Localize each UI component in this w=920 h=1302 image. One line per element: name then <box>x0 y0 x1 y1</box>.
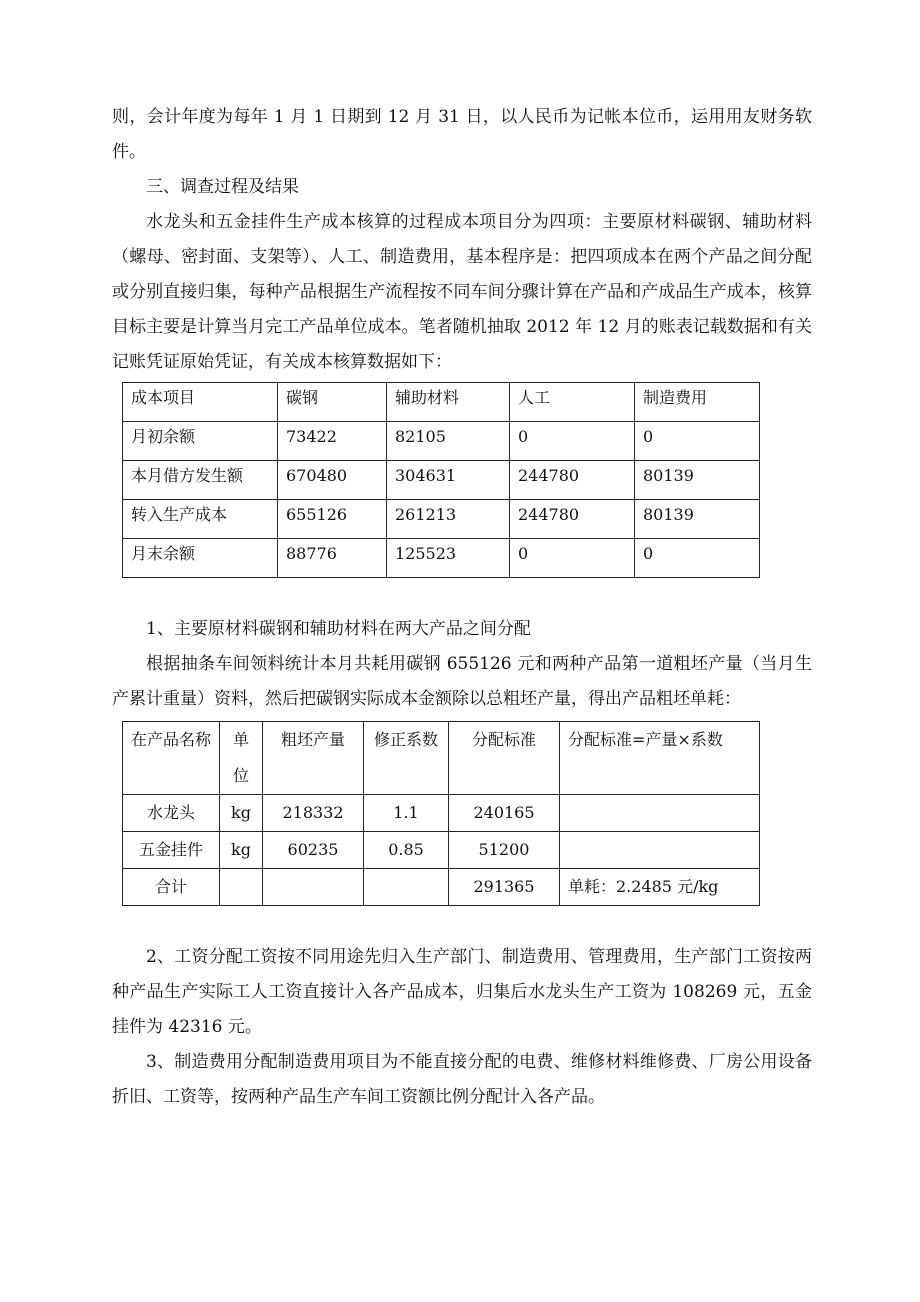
table-header-cell: 辅助材料 <box>387 383 510 422</box>
table-cell: 0 <box>635 422 760 461</box>
table-row <box>123 795 760 832</box>
table-row <box>123 461 760 500</box>
table-header-row <box>123 383 760 422</box>
table-cell: 60235 <box>263 832 364 869</box>
table-row <box>123 869 760 906</box>
table-cell: 73422 <box>278 422 387 461</box>
paragraph-accounting-period: 则，会计年度为每年 1 月 1 日期到 12 月 31 日，以人民币为记帐本位币，运用用友财务软件。 <box>112 107 812 162</box>
table-header-cell: 人工 <box>510 383 635 422</box>
table-cell: 转入生产成本 <box>123 500 278 539</box>
table-cell: 291365 <box>449 869 560 906</box>
allocation-table <box>122 721 760 906</box>
table-row <box>123 539 760 578</box>
table-cell: 月末余额 <box>123 539 278 578</box>
paragraph-steel-consumption: 根据抽条车间领料统计本月共耗用碳钢 655126 元和两种产品第一道粗坯产量（当月生产累计重量）资料，然后把碳钢实际成本金额除以总粗坯产量，得出产品粗坯单耗： <box>112 654 812 709</box>
table-cell <box>560 832 760 869</box>
paragraph-overhead-allocation: 3、制造费用分配制造费用项目为不能直接分配的电费、维修材料维修费、厂房公用设备折旧、工资等，按两种产品生产车间工资额比例分配计入各产品。 <box>112 1052 812 1107</box>
table-cell: 单耗：2.2485 元/kg <box>560 869 760 906</box>
table-cell: 0 <box>635 539 760 578</box>
table-cell: kg <box>220 832 263 869</box>
table-cell: 655126 <box>278 500 387 539</box>
section-heading: 三、调查过程及结果 <box>146 177 299 197</box>
table-cell: 261213 <box>387 500 510 539</box>
table-cell: kg <box>220 795 263 832</box>
paragraph-cost-items: 水龙头和五金挂件生产成本核算的过程成本项目分为四项：主要原材料碳钢、辅助材料（螺母、密封面、支架等）、人工、制造费用，基本程序是：把四项成本在两个产品之间分配或分别直接归集，每种产品根据生产流程按不同车间分骤计算在产品和产成品生产成本，核算目标主要是计算当月完工产品单位成本。笔者随机抽取 2012 年 12 月的账表记载数据和有关记账凭证原始凭证，有关成本核算数据如下： <box>112 212 812 372</box>
table-cell: 244780 <box>510 461 635 500</box>
table-header-cell: 成本项目 <box>123 383 278 422</box>
table-row <box>123 500 760 539</box>
table-cell: 240165 <box>449 795 560 832</box>
table-header-cell: 粗坯产量 <box>263 722 364 795</box>
table-cell: 670480 <box>278 461 387 500</box>
table-cell <box>263 869 364 906</box>
table-row <box>123 832 760 869</box>
table-cell: 88776 <box>278 539 387 578</box>
table-cell: 125523 <box>387 539 510 578</box>
table-cell <box>560 795 760 832</box>
table-cell: 五金挂件 <box>123 832 220 869</box>
table-header-cell: 碳钢 <box>278 383 387 422</box>
table-cell: 合计 <box>123 869 220 906</box>
table-cell: 244780 <box>510 500 635 539</box>
table-cell: 304631 <box>387 461 510 500</box>
table-cell: 0 <box>510 539 635 578</box>
table-cell: 51200 <box>449 832 560 869</box>
table-cell: 1.1 <box>364 795 449 832</box>
table-cell: 本月借方发生额 <box>123 461 278 500</box>
table-cell <box>364 869 449 906</box>
table-header-cell: 修正系数 <box>364 722 449 795</box>
table-header-row <box>123 722 760 795</box>
cost-balance-table <box>122 382 760 578</box>
table-cell: 82105 <box>387 422 510 461</box>
table-cell: 0.85 <box>364 832 449 869</box>
table-row <box>123 422 760 461</box>
document-body <box>112 100 812 1115</box>
paragraph-wage-allocation: 2、工资分配工资按不同用途先归入生产部门、制造费用、管理费用，生产部门工资按两种产品生产实际工人工资直接计入各产品成本，归集后水龙头生产工资为 108269 元，五金挂件为 42316 元。 <box>112 947 812 1037</box>
table-header-cell: 单位 <box>220 722 263 795</box>
table-header-cell: 在产品名称 <box>123 722 220 795</box>
table-cell: 80139 <box>635 461 760 500</box>
table-cell: 80139 <box>635 500 760 539</box>
table-cell: 0 <box>510 422 635 461</box>
table-header-cell: 分配标准 <box>449 722 560 795</box>
table-cell: 水龙头 <box>123 795 220 832</box>
table-header-cell: 分配标准=产量×系数 <box>560 722 760 795</box>
subsection-heading-materials: 1、主要原材料碳钢和辅助材料在两大产品之间分配 <box>146 619 531 639</box>
table-cell: 218332 <box>263 795 364 832</box>
table-cell <box>220 869 263 906</box>
table-cell: 月初余额 <box>123 422 278 461</box>
table-header-cell: 制造费用 <box>635 383 760 422</box>
